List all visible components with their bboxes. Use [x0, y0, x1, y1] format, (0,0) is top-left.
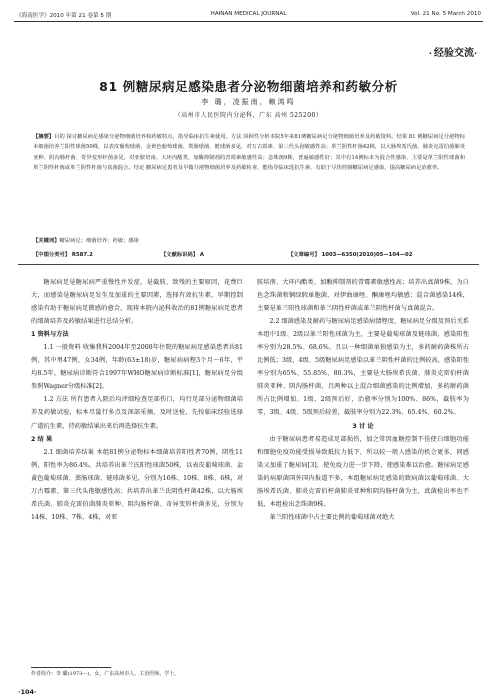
- abstract: [33, 132, 465, 174]
- article-number: 【文章编号】 1003—6350(2010)05—104—02: [288, 252, 413, 258]
- section-tag: [429, 44, 479, 59]
- volume-info: Vol. 21 No. 5 March 2010: [410, 11, 481, 17]
- body-paragraph: 胺培南、大环内酯类、加酶抑制剂的青霉素敏感性高；培养出真菌9株，为白色念珠菌和铜绿假单胞菌，对伊曲康唑、酮康唑均敏感；混合菌感染14株，主要是革兰阳性球菌和革兰阴性杆菌或革兰阴性杆菌与真菌混合。: [257, 279, 469, 313]
- section-heading: 1 资料与方法: [31, 331, 69, 339]
- keywords: [33, 236, 139, 244]
- classification-line: [33, 250, 465, 260]
- body-paragraph: 2.1 细菌培养结果 本组81例分泌物标本细菌培养阳性者70例，阴性11例，阳性率为86.4%。共培养出革兰氏阳性球菌50株，以表皮葡萄球菌、金黄色葡萄球菌、粪肠球菌、链球菌多见，分别为16株、10株、8株、6株，对万古霉素、第三代头孢敏感性高；共培养出革兰氏阴性杆菌42株，以大肠埃希氏菌、肺炎克雷伯菌肺炎亚种、阴沟肠杆菌、奇异变形杆菌多见，分别为14株、10株、7株、4株，对亚: [31, 448, 243, 521]
- body-paragraph: 1.1 一般资料 收集我科2004年至2008年住院的糖尿病足感染患者共81例，其中男47例，女34例，年龄(63±18)岁，糖尿病病程3个月～6年，平均8.5年。糖尿病诊断符合1997年WHO糖尿病诊断标准[1]，糖尿病足分级参照Wagner分级标准[2]。: [31, 344, 243, 391]
- abstract-text: 目的 探讨糖尿病足感染分泌物细菌培养和药敏特点，指导临床抗生素使用。方法 回顾性分析本院5年来81例糖尿病足分泌物细菌培养及药敏资料。结果 81 例糖尿病足分泌物标本细菌培养兰阳性球菌50株，以表皮葡萄球菌、金黄色葡萄球菌、粪肠球菌、链球菌多见，对万古霉素、第三代头孢敏感性高；革兰阴性杆菌42株，以大肠埃希氏菌、肺炎克雷伯菌肺炎亚种、阴沟肠杆菌、奇异变形杆菌多见，对亚胺培南、大环内酯类、加酶抑制剂的青霉素敏感性高；念珠菌9株，普遍敏感性好；其中有14例标本为混合性感染，主要是革兰阳性球菌和革兰阴性杆菌或革兰阴性杆菌与真菌混合。结论 糖尿病足患者及早做分泌物细菌培养及药敏检查，能指导临床选抗生素，有助于尽快控制糖尿病足感染，提高糖尿病足治愈率。: [33, 134, 465, 172]
- keywords-text: 糖尿病足；细菌培养；药敏；感染: [59, 238, 139, 244]
- bullet-dot-icon: ·: [428, 49, 432, 58]
- section-heading: 3 讨 论: [352, 422, 374, 430]
- body-column-left: [31, 276, 243, 524]
- keywords-label: 【关键词】: [33, 238, 60, 244]
- journal-issue: 《海南医学》2010 年第 21 卷第 5 期: [16, 13, 112, 19]
- journal-name: HAINAN MEDICAL JOURNAL: [210, 11, 287, 17]
- clc-number: 【中图分类号】 R587.2: [33, 252, 93, 258]
- header-divider: [18, 264, 479, 265]
- author-footnote: 作者简介：李 璐(1973—)，女，广东高州市人，主治医师，学士。: [31, 671, 180, 677]
- bullet-dot-icon: ·: [473, 49, 477, 58]
- page-number: ·104·: [18, 688, 37, 696]
- body-paragraph: 革兰阳性球菌中占主要比例的葡萄球菌对绝大: [269, 513, 395, 521]
- article-title: 81 例糖尿病足感染患者分泌物细菌培养和药敏分析: [99, 79, 398, 94]
- body-paragraph: 1.2 方法 所有患者入院后均评细检查足部伤口，均行足部分泌物细菌培养及药敏试验，标本尽量行多点及深部采摘，及时送检，先按临床经验选择广谱抗生素，待药敏结果出来后再选择抗生素。: [31, 396, 243, 430]
- body-paragraph: 糖尿病足是糖尿病严重慢性并发症，是截肢、致残的主要原因，花费巨大，而感染是糖尿病足发生及加重的主要因素，选择有效抗生素，早期控制感染有助于糖尿病足微感的愈合。现将本院内泌科收治的81例糖尿病足患者的细菌培养及药敏结果进行总结分析。: [31, 279, 243, 326]
- abstract-label: 【摘要】: [33, 134, 55, 140]
- section-heading: 2 结 果: [31, 435, 53, 443]
- body-paragraph: 2.2 细菌感染及耐药与糖尿病足感染病情程度、糖尿病足分级及预后关系 本组中1级、2级以革兰阳性球菌为主，主要是葡萄球菌及链球菌，感染阳性率分别为28.5%、68.6%，且以一种细菌单独感染为主，多药耐药菌株所占比例低；3级、4级、5级糖尿病足感染以革兰阴性杆菌的比例较高，感染阳性率分别为65%、55.85%、80.3%，主要是大肠埃希氏菌、肺炎克雷伯杆菌肺炎亚种、阴沟肠杆菌，且两种以上混合细菌感染的比例增加，多药耐药菌所占比例增加。1级、2级预后好，治愈率分别为100%、86%，截肢率为零，3级、4级、5级预后较差，截肢率分别为22.3%、65.4%、60.2%。: [257, 318, 469, 417]
- section-tag-label: 经验交流: [433, 48, 474, 59]
- body-column-right: [257, 276, 469, 524]
- body-paragraph: 由于糖尿病患者易造成足部损伤，加之常因血糖控制不佳使白细胞功能和细胞免疫功能受损导致抵抗力低下，所以较一般人感染的机会更多，同感染又加重了糖尿病[3]，使免疫力进一步下降，使感染难以治愈。糖尿病足感染的病原菌国外国内报道不多，本组糖尿病足感染的致病菌以葡萄球菌、大肠埃希氏菌、肺炎克雷伯杆菌肺炎亚种和阴沟肠杆菌为主，真菌检出率也不低，本组检出念珠菌9株。: [257, 435, 469, 508]
- running-head: [14, 10, 483, 22]
- document-code: 【文献标识码】 A: [161, 252, 205, 258]
- author-affiliation: （高州市人民医院内分泌科，广东 高州 525200）: [174, 112, 323, 119]
- article-authors: 李 璐，凌振南，赖鸿鸣: [201, 98, 296, 106]
- footnote-divider: [31, 667, 111, 668]
